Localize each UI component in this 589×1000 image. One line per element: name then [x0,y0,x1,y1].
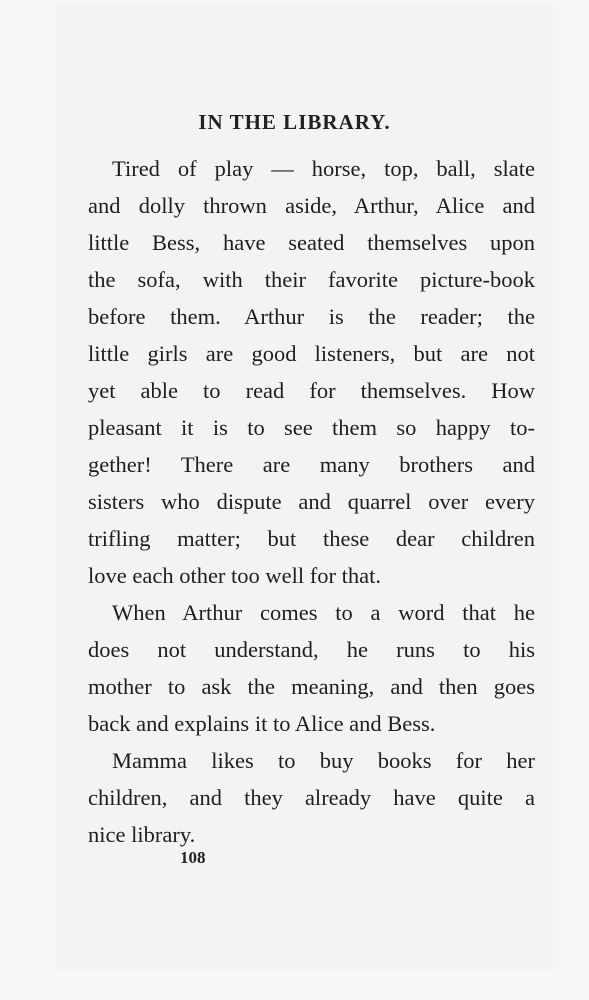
text-line: children, and they already have quite a [88,785,535,810]
text-line: yet able to read for themselves. How [88,378,535,403]
text-line: little Bess, have seated themselves upon [88,230,535,255]
text-line: does not understand, he runs to his [88,637,535,662]
chapter-heading: IN THE LIBRARY. [198,110,391,134]
text-line: love each other too well for that. [88,563,382,588]
text-line: trifling matter; but these dear children [88,526,535,551]
text-line: pleasant it is to see them so happy to- [88,415,535,440]
paragraph-3 [88,742,535,853]
text-line: nice library. [88,822,196,847]
text-line: mother to ask the meaning, and then goes [88,674,535,699]
text-line: sisters who dispute and quarrel over every [88,489,535,514]
text-line: Tired of play — horse, top, ball, slate [112,156,535,181]
text-line: and dolly thrown aside, Arthur, Alice and [88,193,535,218]
text-line: back and explains it to Alice and Bess. [88,711,436,736]
paragraph-1 [88,150,535,594]
text-line: When Arthur comes to a word that he [112,600,535,625]
paragraph-2 [88,594,535,742]
text-line: the sofa, with their favorite picture-book [88,267,535,292]
text-line: little girls are good listeners, but are not [88,341,535,366]
text-line: before them. Arthur is the reader; the [88,304,535,329]
page-number: 108 [180,848,206,867]
text-line: Mamma likes to buy books for her [112,748,535,773]
text-line: gether! There are many brothers and [88,452,535,477]
